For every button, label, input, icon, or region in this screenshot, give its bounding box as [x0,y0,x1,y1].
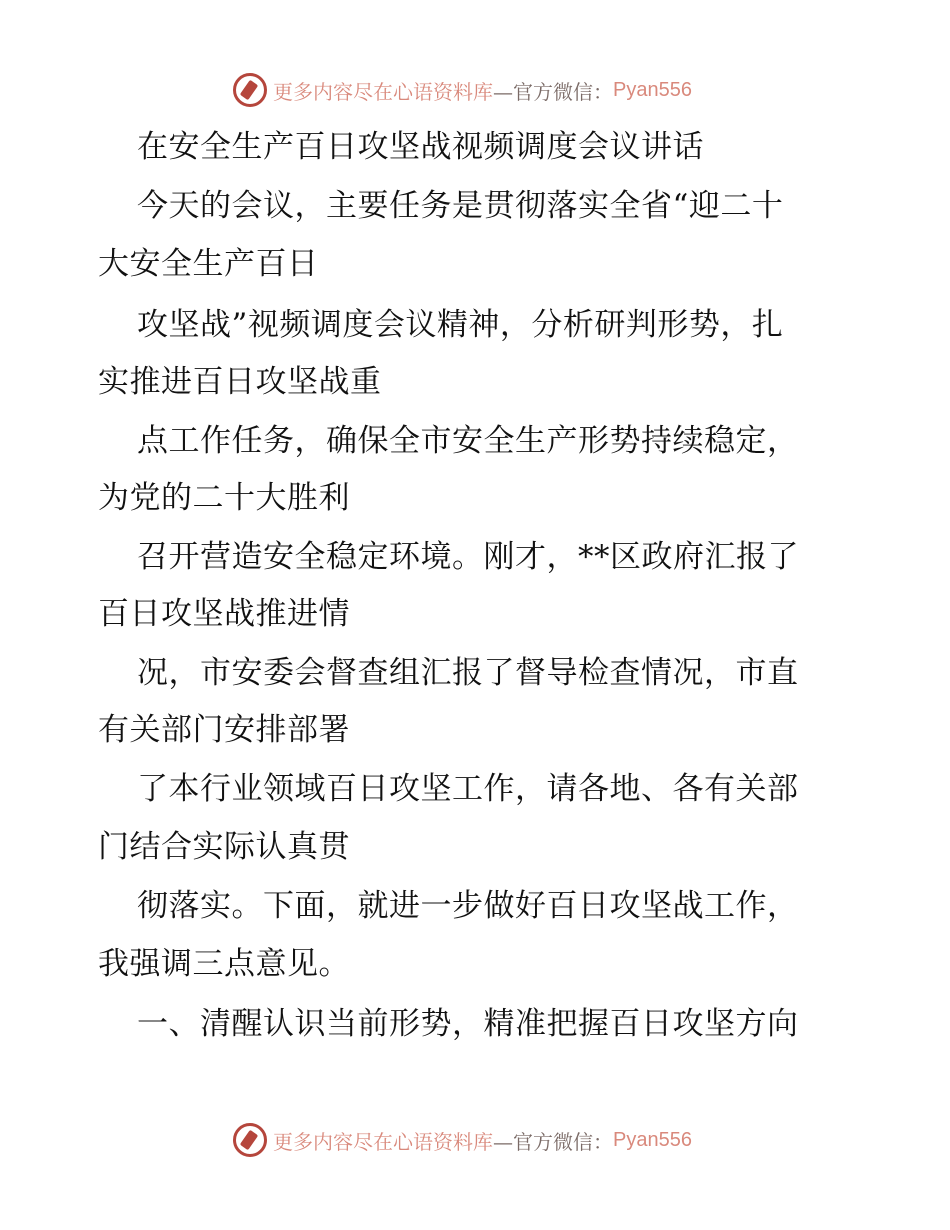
paragraph-line: 百日攻坚战推进情 [98,596,350,632]
watermark-id: Pyan556 [613,78,692,101]
paragraph-line: 实推进百日攻坚战重 [98,364,382,400]
paragraph-line: 今天的会议，主要任务是贯彻落实全省“迎二十 [137,188,784,224]
watermark-site: 更多内容尽在心语资料库 [273,79,493,104]
paragraph-line: 了本行业领域百日攻坚工作，请各地、各有关部 [137,771,799,807]
paragraph-line: 我强调三点意见。 [98,946,350,982]
paragraph-line: 攻坚战”视频调度会议精神，分析研判形势，扎 [137,307,784,343]
footer-watermark [233,1120,692,1160]
logo-icon [233,1123,267,1157]
paragraph-line: 有关部门安排部署 [98,712,350,748]
paragraph-line: 点工作任务，确保全市安全生产形势持续稳定， [137,423,799,459]
paragraph-line: 门结合实际认真贯 [98,829,350,865]
paragraph-line: 况，市安委会督查组汇报了督导检查情况，市直 [137,655,799,691]
document-title: 在安全生产百日攻坚战视频调度会议讲话 [137,129,704,165]
paragraph-line: 为党的二十大胜利 [98,480,350,516]
watermark-label: —官方微信： [493,79,613,104]
watermark-id: Pyan556 [613,1128,692,1151]
watermark-site: 更多内容尽在心语资料库 [273,1129,493,1154]
logo-icon [233,73,267,107]
paragraph-line: 彻落实。下面，就进一步做好百日攻坚战工作， [137,888,799,924]
paragraph-line: 召开营造安全稳定环境。刚才，**区政府汇报了 [137,539,799,575]
watermark-label: —官方微信： [493,1129,613,1154]
paragraph-line: 大安全生产百日 [98,246,319,282]
section-heading: 一、清醒认识当前形势，精准把握百日攻坚方向 [137,1006,799,1042]
header-watermark [233,70,692,110]
